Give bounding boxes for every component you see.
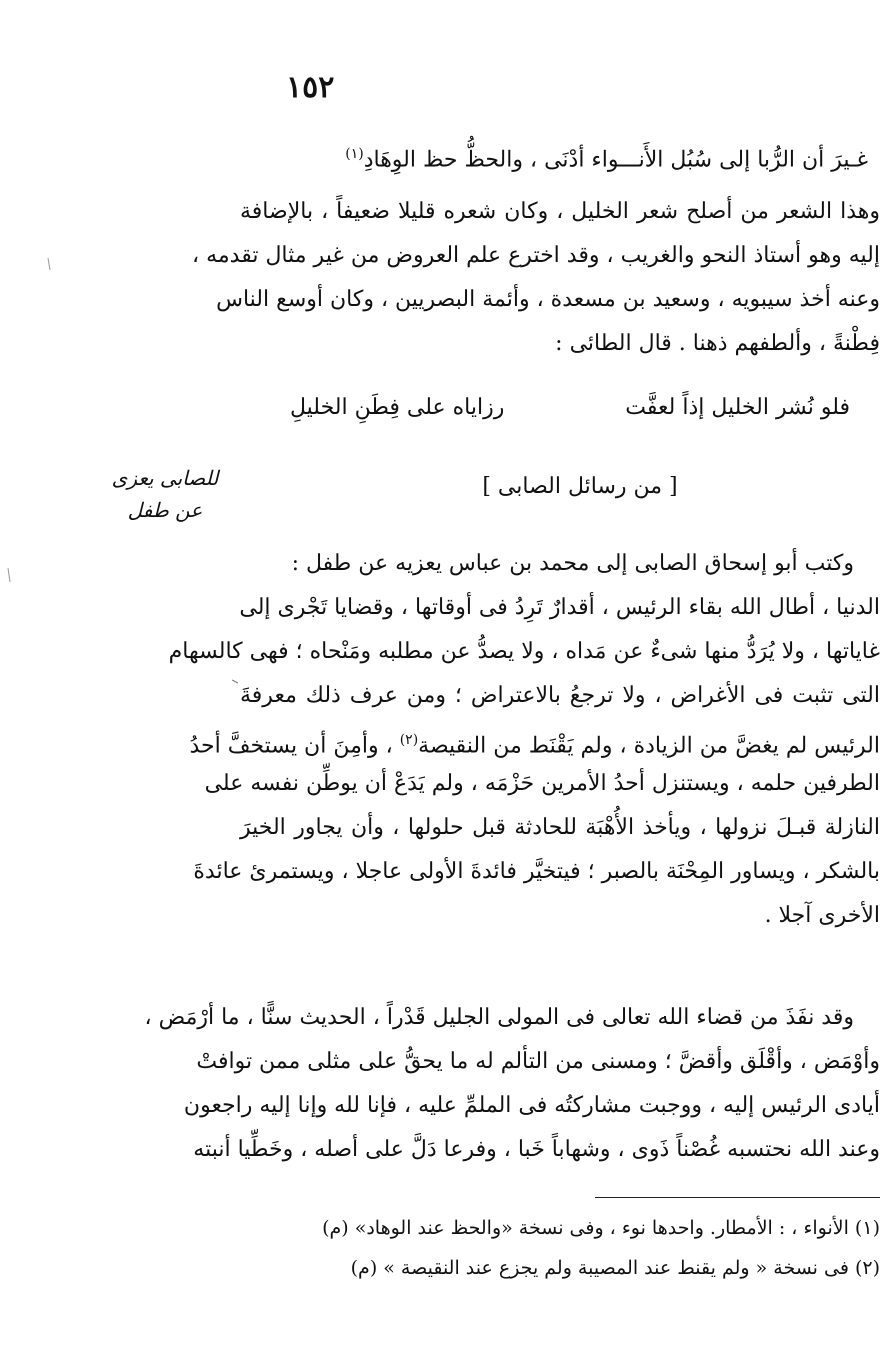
text-line: وعنه أخذ سيبويه ، وسعيد بن مسعدة ، وأئمة البصريين ، وكان أوسع الناس: [216, 287, 880, 312]
footnote-1: (١) الأنواء ، : الأمطار. واحدها نوء ، وفى نسخة «والحظ عند الوهاد» (م): [322, 1217, 880, 1239]
footnote-mark-2: (٢): [399, 732, 419, 748]
text-line: النازلة قبـلَ نزولها ، ويأخذ الأُهْبَة للحادثة قبل حلولها ، وأن يجاور الخيرَ: [240, 815, 880, 840]
text-segment: الرئيس لم يغضَّ من الزيادة ، ولم يَقْنَط من النقيصة: [418, 733, 880, 759]
text-line: وقد نفَذَ من قضاء الله تعالى فى المولى الجليل قَدْراً ، الحديث سنًّا ، ما أرْمَض ،: [144, 1005, 854, 1030]
couplet-first-hemistich: فلو نُشر الخليل إذاً لعفَّت: [625, 395, 850, 420]
text-line: بالشكر ، ويساور المِحْنَة بالصبر ؛ فيتخيَّر فائدةَ الأولى عاجلا ، ويستمرئ عائدةَ: [193, 859, 880, 884]
text-line: غاياتها ، ولا يُرَدُّ منها شىءٌ عن مَداه ، ولا يصدُّ عن مطلبه ومَنْحاه ؛ فهى كالسهام: [168, 639, 880, 664]
couplet-second-hemistich: رزاياه على فِطَنِ الخليلِ: [290, 395, 505, 420]
text-line: وعند الله نحتسبه غُصْناً ذَوى ، وشهاباً خَبا ، وفرعا دَلَّ على أصله ، وخَطِّيا أنبته: [193, 1137, 880, 1162]
text-line: إليه وهو أستاذ النحو والغريب ، وقد اخترع علم العروض من غير مثال تقدمه ،: [191, 243, 880, 268]
text-line: وأوْمَض ، وأقْلَق وأقضَّ ؛ ومسنى من التألم له ما يحقُّ على مثلى ممن توافتْ: [196, 1049, 880, 1074]
scan-speck: [8, 568, 10, 582]
text-line: التى تثبت فى الأغراض ، ولا ترجعُ بالاعتراض ؛ ومن عرف ذلك معرفةَ: [240, 683, 880, 708]
text-line: وكتب أبو إسحاق الصابى إلى محمد بن عباس يعزيه عن طفل :: [291, 551, 854, 576]
text-line: الطرفين حلمه ، ويستنزل أحدُ الأمرين حَزْمَه ، ولم يَدَعْ أن يوطِّن نفسه على: [204, 771, 880, 796]
text-line: فِطْنةً ، وألطفهم ذهنا . قال الطائى :: [555, 331, 880, 356]
margin-note-line: عن طفل: [127, 498, 203, 522]
footnote-2: (٢) فى نسخة « ولم يقنط عند المصيبة ولم يجزع عند النقيصة » (م): [350, 1257, 880, 1279]
text-line: الأخرى آجلا .: [764, 903, 880, 928]
margin-note-line: للصابى يعزى: [111, 466, 219, 490]
text-line: وهذا الشعر من أصلح شعر الخليل ، وكان شعره قليلا ضعيفاً ، بالإضافة: [240, 199, 880, 224]
footnote-mark-1: (١): [345, 146, 364, 162]
text-line: أيادى الرئيس إليه ، ووجبت مشاركتُه فى الملمِّ عليه ، فإنا لله وإنا إليه راجعون: [183, 1093, 880, 1118]
text-line: الدنيا ، أطال الله بقاء الرئيس ، أقدارٌ تَرِدُ فى أوقاتها ، وقضايا تَجْرى إلى: [239, 595, 880, 620]
verse-text: غـيرَ أن الرُّبا إلى سُبُل الأَنـــواء أدْنَى ، والحظُّ حظ الوِهَادِ: [363, 147, 868, 173]
scan-speck: [232, 680, 238, 683]
text-segment: ، وأمِنَ أن يستخفَّ أحدُ: [189, 733, 393, 759]
page-number: ١٥٢: [286, 70, 335, 105]
scan-speck: [48, 258, 50, 270]
section-title: [ من رسائل الصابى ]: [482, 474, 678, 499]
